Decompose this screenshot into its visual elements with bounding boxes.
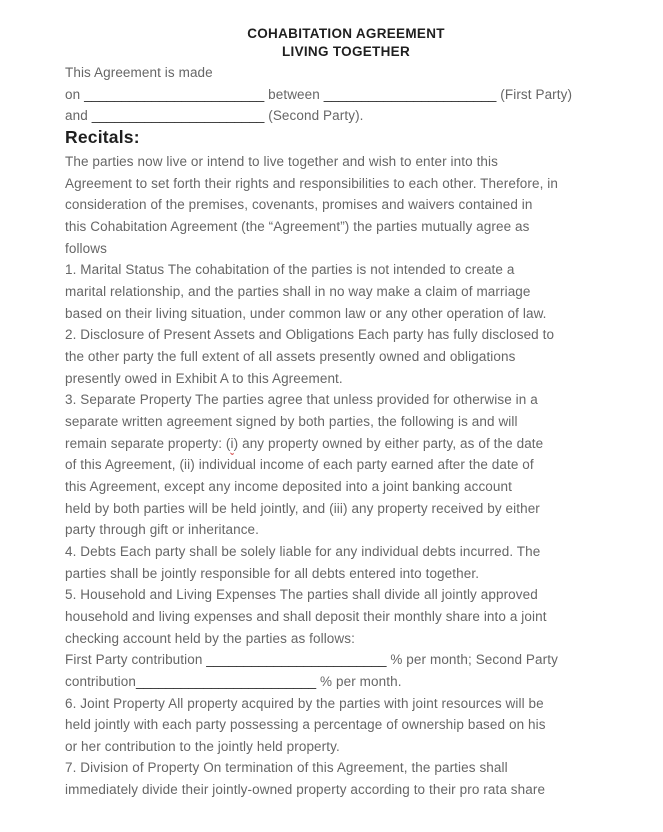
document-line: [65, 671, 627, 693]
document-line: [65, 173, 627, 195]
document-line: [65, 584, 627, 606]
text-segment: between: [264, 86, 324, 102]
recitals-heading: Recitals:: [65, 127, 140, 148]
document-line: [65, 736, 627, 758]
document-line: [65, 303, 627, 325]
document-line: [65, 649, 627, 671]
document-line: [65, 411, 627, 433]
document-line: [65, 563, 627, 585]
text-segment: 3. Separate Property The parties agree that unless provided for otherwise in a: [65, 392, 538, 408]
text-segment: this Cohabitation Agreement (the “Agreement”) the parties mutually agree as: [65, 219, 530, 235]
text-segment: 5. Household and Living Expenses The parties shall divide all jointly approved: [65, 587, 538, 603]
text-segment: the other party the full extent of all assets presently owned and obligations: [65, 349, 516, 365]
fill-in-blank: ________________________: [136, 673, 317, 689]
text-segment: of this Agreement, (ii) individual income of each party earned after the date of: [65, 457, 534, 473]
text-segment: this Agreement, except any income deposited into a joint banking account: [65, 478, 512, 494]
text-segment: and: [65, 108, 92, 124]
text-segment: % per month; Second Party: [386, 652, 558, 668]
document-line: [65, 194, 627, 216]
fill-in-blank: _______________________: [323, 86, 497, 102]
text-segment: consideration of the premises, covenants, promises and waivers contained in: [65, 197, 533, 213]
text-segment: 7. Division of Property On termination of this Agreement, the parties shall: [65, 760, 508, 776]
text-segment: contribution: [65, 673, 136, 689]
document-line: [65, 628, 627, 650]
title-line-1: COHABITATION AGREEMENT: [247, 26, 445, 41]
document-line: [65, 368, 627, 390]
text-segment: held jointly with each party possessing a percentage of ownership based on his: [65, 717, 546, 733]
text-segment: 1. Marital Status The cohabitation of the parties is not intended to create a: [65, 262, 515, 278]
document-line: [65, 281, 627, 303]
text-segment: household and living expenses and shall deposit their monthly share into a joint: [65, 608, 547, 624]
spellcheck-squiggle: i: [230, 435, 234, 451]
text-segment: First Party contribution: [65, 652, 207, 668]
text-segment: follows: [65, 240, 107, 256]
text-segment: (Second Party).: [264, 108, 364, 124]
text-segment: 2. Disclosure of Present Assets and Obligations Each party has fully disclosed to: [65, 327, 555, 343]
text-segment: or her contribution to the jointly held property.: [65, 738, 340, 754]
text-segment: checking account held by the parties as follows:: [65, 630, 355, 646]
document-line: [65, 389, 627, 411]
document-line: [65, 216, 627, 238]
fill-in-blank: ________________________: [84, 86, 265, 102]
document-title: [65, 25, 627, 60]
document-line: [65, 238, 627, 260]
document-line: [65, 346, 627, 368]
text-segment: party through gift or inheritance.: [65, 522, 260, 538]
document-line: [65, 105, 627, 127]
document-line: [65, 519, 627, 541]
text-segment: marital relationship, and the parties shall in no way make a claim of marriage: [65, 284, 531, 300]
body-block: [65, 151, 627, 801]
text-segment: immediately divide their jointly-owned property according to their pro rata share: [65, 782, 546, 798]
intro-block: [65, 62, 627, 127]
document-line: [65, 324, 627, 346]
document-line: [65, 693, 627, 715]
fill-in-blank: ________________________: [206, 652, 387, 668]
text-segment: remain separate property: (: [65, 435, 231, 451]
document-line: [65, 433, 627, 455]
document-line: [65, 714, 627, 736]
text-segment: The parties now live or intend to live together and wish to enter into this: [65, 154, 498, 170]
document-line: [65, 476, 627, 498]
text-segment: This Agreement is made: [65, 65, 213, 80]
text-segment: % per month.: [316, 673, 402, 689]
document-line: [65, 454, 627, 476]
document-line: [65, 84, 627, 106]
text-segment: 6. Joint Property All property acquired by the parties with joint resources will be: [65, 695, 544, 711]
text-segment: parties shall be jointly responsible for all debts entered into together.: [65, 565, 480, 581]
text-segment: presently owed in Exhibit A to this Agreement.: [65, 370, 343, 386]
document-line: [65, 779, 627, 801]
document-line: [65, 62, 627, 84]
document-line: [65, 757, 627, 779]
document-line: [65, 498, 627, 520]
text-segment: ) any property owned by either party, as of the date: [233, 435, 544, 451]
fill-in-blank: _______________________: [91, 108, 265, 124]
text-segment: (First Party): [496, 86, 573, 102]
text-segment: separate written agreement signed by both parties, the following is and will: [65, 413, 518, 429]
text-segment: based on their living situation, under common law or any other operation of law.: [65, 305, 547, 321]
document-line: [65, 259, 627, 281]
text-segment: 4. Debts Each party shall be solely liable for any individual debts incurred. The: [65, 543, 541, 559]
title-line-2: LIVING TOGETHER: [281, 43, 410, 59]
text-segment: Agreement to set forth their rights and responsibilities to each other. Therefore, in: [65, 175, 559, 191]
document-line: [65, 606, 627, 628]
document-line: [65, 151, 627, 173]
text-segment: held by both parties will be held jointly, and (iii) any property received by either: [65, 500, 540, 516]
text-segment: on: [65, 86, 85, 102]
document-line: [65, 541, 627, 563]
